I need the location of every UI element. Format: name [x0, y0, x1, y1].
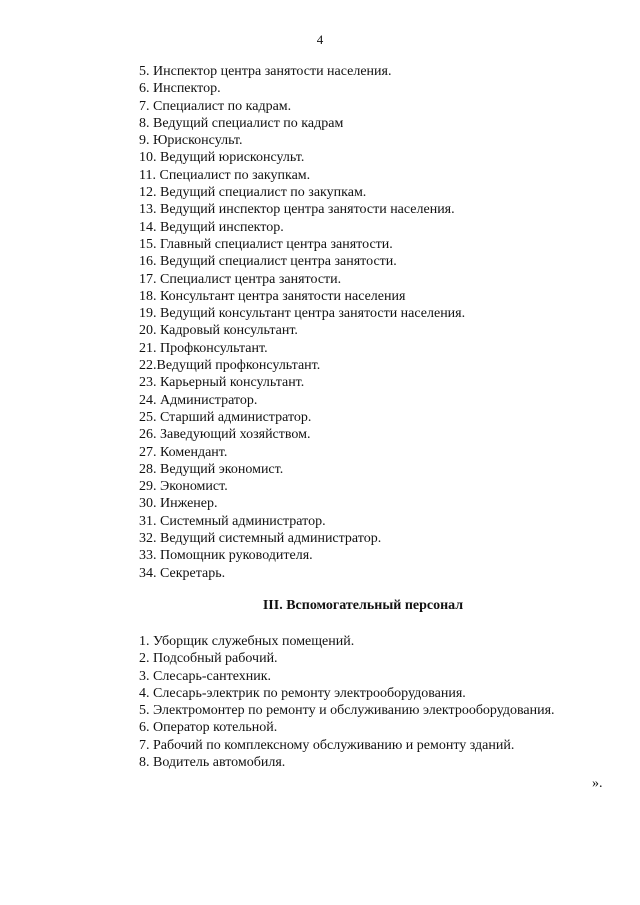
staff-positions-list	[139, 63, 465, 582]
list-item: 15. Главный специалист центра занятости.	[139, 236, 393, 252]
list-item: 16. Ведущий специалист центра занятости.	[139, 254, 397, 270]
list-item: 5. Электромонтер по ремонту и обслуживанию электрооборудования.	[139, 703, 555, 719]
closing-quote-mark: ».	[592, 776, 603, 791]
list-item: 29. Экономист.	[139, 479, 228, 495]
list-item: 7. Специалист по кадрам.	[139, 98, 292, 114]
list-item: 1. Уборщик служебных помещений.	[139, 634, 355, 649]
list-item: 27. Комендант.	[139, 444, 228, 460]
list-item: 7. Рабочий по комплексному обслуживанию и ремонту зданий.	[139, 737, 515, 753]
list-item: 6. Оператор котельной.	[139, 720, 278, 736]
list-item: 21. Профконсультант.	[139, 340, 268, 356]
list-item: 8. Водитель автомобиля.	[139, 755, 286, 771]
list-item: 6. Инспектор.	[139, 81, 221, 97]
list-item: 18. Консультант центра занятости населения	[139, 288, 406, 304]
list-item: 13. Ведущий инспектор центра занятости населения.	[139, 202, 455, 218]
list-item: 10. Ведущий юрисконсульт.	[139, 150, 305, 166]
list-item: 26. Заведующий хозяйством.	[139, 427, 311, 443]
list-item: 8. Ведущий специалист по кадрам	[139, 115, 344, 131]
list-item: 11. Специалист по закупкам.	[139, 167, 311, 183]
list-item: 31. Системный администратор.	[139, 513, 326, 529]
list-item: 32. Ведущий системный администратор.	[139, 531, 382, 547]
list-item: 14. Ведущий инспектор.	[139, 219, 284, 235]
list-item: 24. Администратор.	[139, 392, 258, 408]
list-item: 2. Подсобный рабочий.	[139, 651, 278, 667]
list-item: 34. Секретарь.	[139, 565, 226, 581]
list-item: 23. Карьерный консультант.	[139, 375, 305, 391]
list-item: 33. Помощник руководителя.	[139, 548, 313, 564]
list-item: 28. Ведущий экономист.	[139, 461, 284, 477]
list-item: 30. Инженер.	[139, 496, 218, 512]
list-item: 19. Ведущий консультант центра занятости населения.	[139, 306, 466, 322]
page-number: 4	[316, 32, 324, 47]
list-item: 5. Инспектор центра занятости населения.	[139, 64, 392, 79]
list-item: 3. Слесарь-сантехник.	[139, 668, 272, 684]
list-item: 9. Юрисконсульт.	[139, 133, 243, 149]
list-item: 22.Ведущий профконсультант.	[139, 358, 321, 374]
list-item: 20. Кадровый консультант.	[139, 323, 298, 339]
list-item: 17. Специалист центра занятости.	[139, 271, 342, 287]
list-item: 25. Старший администратор.	[139, 409, 312, 425]
auxiliary-staff-list	[139, 633, 555, 771]
list-item: 12. Ведущий специалист по закупкам.	[139, 185, 367, 201]
list-item: 4. Слесарь-электрик по ремонту электрооборудования.	[139, 685, 466, 701]
section-heading: III. Вспомогательный персонал	[262, 598, 464, 613]
